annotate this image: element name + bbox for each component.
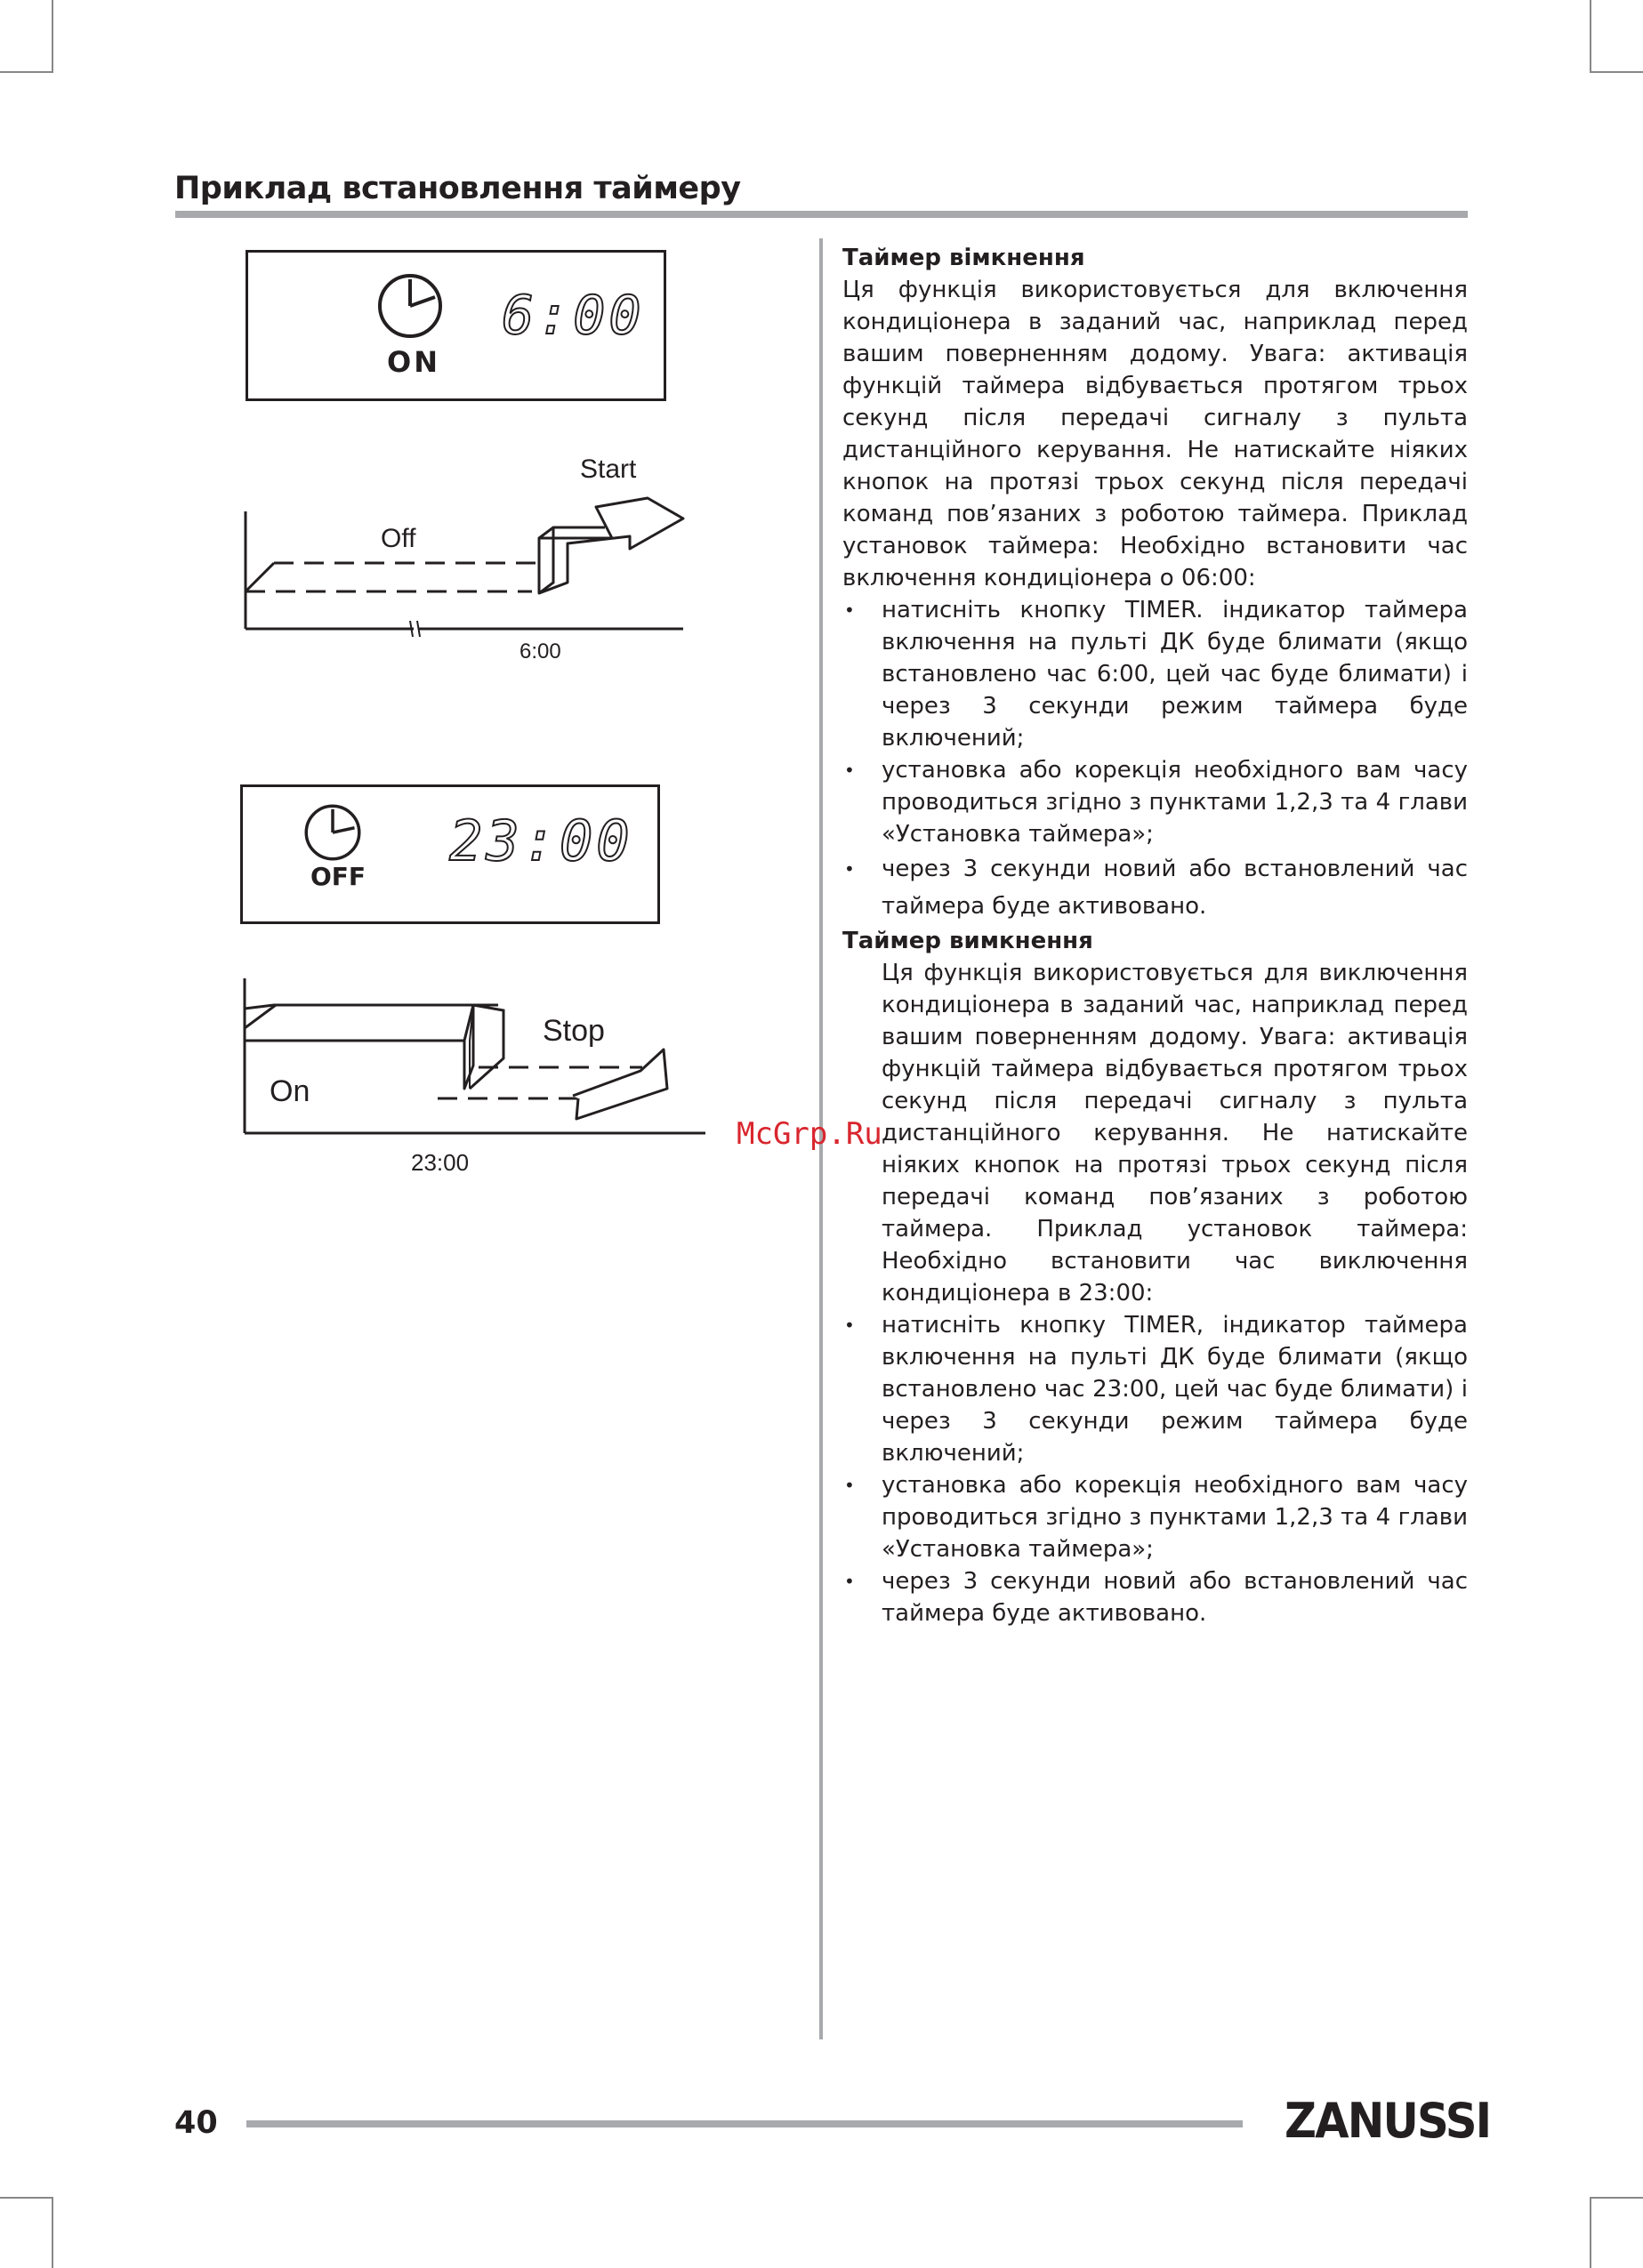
crop-mark: [52, 0, 53, 71]
stop-label: Stop: [543, 1014, 605, 1048]
page-title: Приклад встановлення таймеру: [174, 171, 741, 206]
section-off-intro: Ця функція використовується для виключення кондиціонера в заданий час, наприклад перед вашим поверненням додому. Увага: активація функцій таймера відбувається протягом трьох секунд після передачі сигналу з пульта дистанційного керування. Не натискайте ніяких кнопок на протязі трьох секунд після передачі команд пов’язаних з роботою таймера. Приклад установок таймера: Необхідно встановити час виключення кондиціонера в 23:00:: [882, 960, 1468, 1307]
start-label: Start: [580, 454, 637, 484]
brand-logo: ZANUSSI: [1285, 2093, 1491, 2149]
on-time-readout: 6:00: [502, 285, 645, 347]
timer-on-display: [246, 250, 666, 401]
clock-icon: [302, 801, 364, 864]
timer-off-graph: [240, 978, 712, 1183]
crop-mark: [52, 2197, 53, 2268]
text-column: [842, 242, 1468, 1629]
off-time-label: 23:00: [411, 1149, 470, 1176]
crop-mark: [0, 2197, 53, 2199]
off-time-readout: 23:00: [449, 808, 633, 873]
section-on-list: [842, 594, 1468, 925]
on-time-label: 6:00: [519, 639, 561, 664]
list-item: • установка або корекція необхідного вам часу проводиться згідно з пунктами 1,2,3 та 4 глави «Установка таймера»;: [842, 1469, 1468, 1565]
list-item: • натисніть кнопку TIMER, індикатор таймера включення на пульті ДК буде блимати (якщо встановлено час 23:00, цей час буде блимати) і через 3 секунди режим таймера буде включений;: [842, 1309, 1468, 1469]
off-label: Off: [381, 524, 416, 553]
crop-mark: [1590, 0, 1591, 71]
section-off-heading: Таймер вимкнення: [842, 928, 1093, 954]
page-number: 40: [174, 2105, 218, 2141]
section-off-list: [842, 1309, 1468, 1629]
footer-rule: [246, 2120, 1243, 2127]
section-on-intro: Ця функція використовується для включення кондиціонера в заданий час, наприклад перед вашим поверненням додому. Увага: активація функцій таймера відбувається протягом трьох секунд після передачі сигналу з пульта дистанційного керування. Не натискайте ніяких кнопок на протязі трьох секунд після передачі команд пов’язаних з роботою таймера. Приклад установок таймера: Необхідно встановити час включення кондиціонера о 06:00:: [842, 277, 1468, 591]
section-on-heading: Таймер вімкнення: [842, 245, 1085, 271]
on-label: On: [270, 1074, 310, 1108]
title-rule: [175, 211, 1468, 218]
off-label: OFF: [310, 862, 366, 891]
timer-on-graph: [238, 454, 692, 672]
clock-icon: [375, 270, 446, 342]
list-item: • натисніть кнопку TIMER. індикатор таймера включення на пульті ДК буде блимати (якщо встановлено час 6:00, цей час буде блимати) і через 3 секунди режим таймера буде включений;: [842, 594, 1468, 754]
watermark: McGrp.Ru: [737, 1116, 882, 1152]
crop-mark: [1590, 2197, 1591, 2268]
on-label: ON: [387, 345, 440, 379]
list-item: • установка або корекція необхідного вам часу проводиться згідно з пунктами 1,2,3 та 4 глави «Установка таймера»;: [842, 754, 1468, 850]
crop-mark: [0, 71, 53, 73]
timer-off-display: [240, 784, 660, 924]
crop-mark: [1590, 2197, 1643, 2199]
list-item: • через 3 секунди новий або встановлений час таймера буде активовано.: [842, 1565, 1468, 1629]
list-item: • через 3 секунди новий або встановлений час таймера буде активовано.: [842, 850, 1468, 925]
crop-mark: [1590, 71, 1643, 73]
